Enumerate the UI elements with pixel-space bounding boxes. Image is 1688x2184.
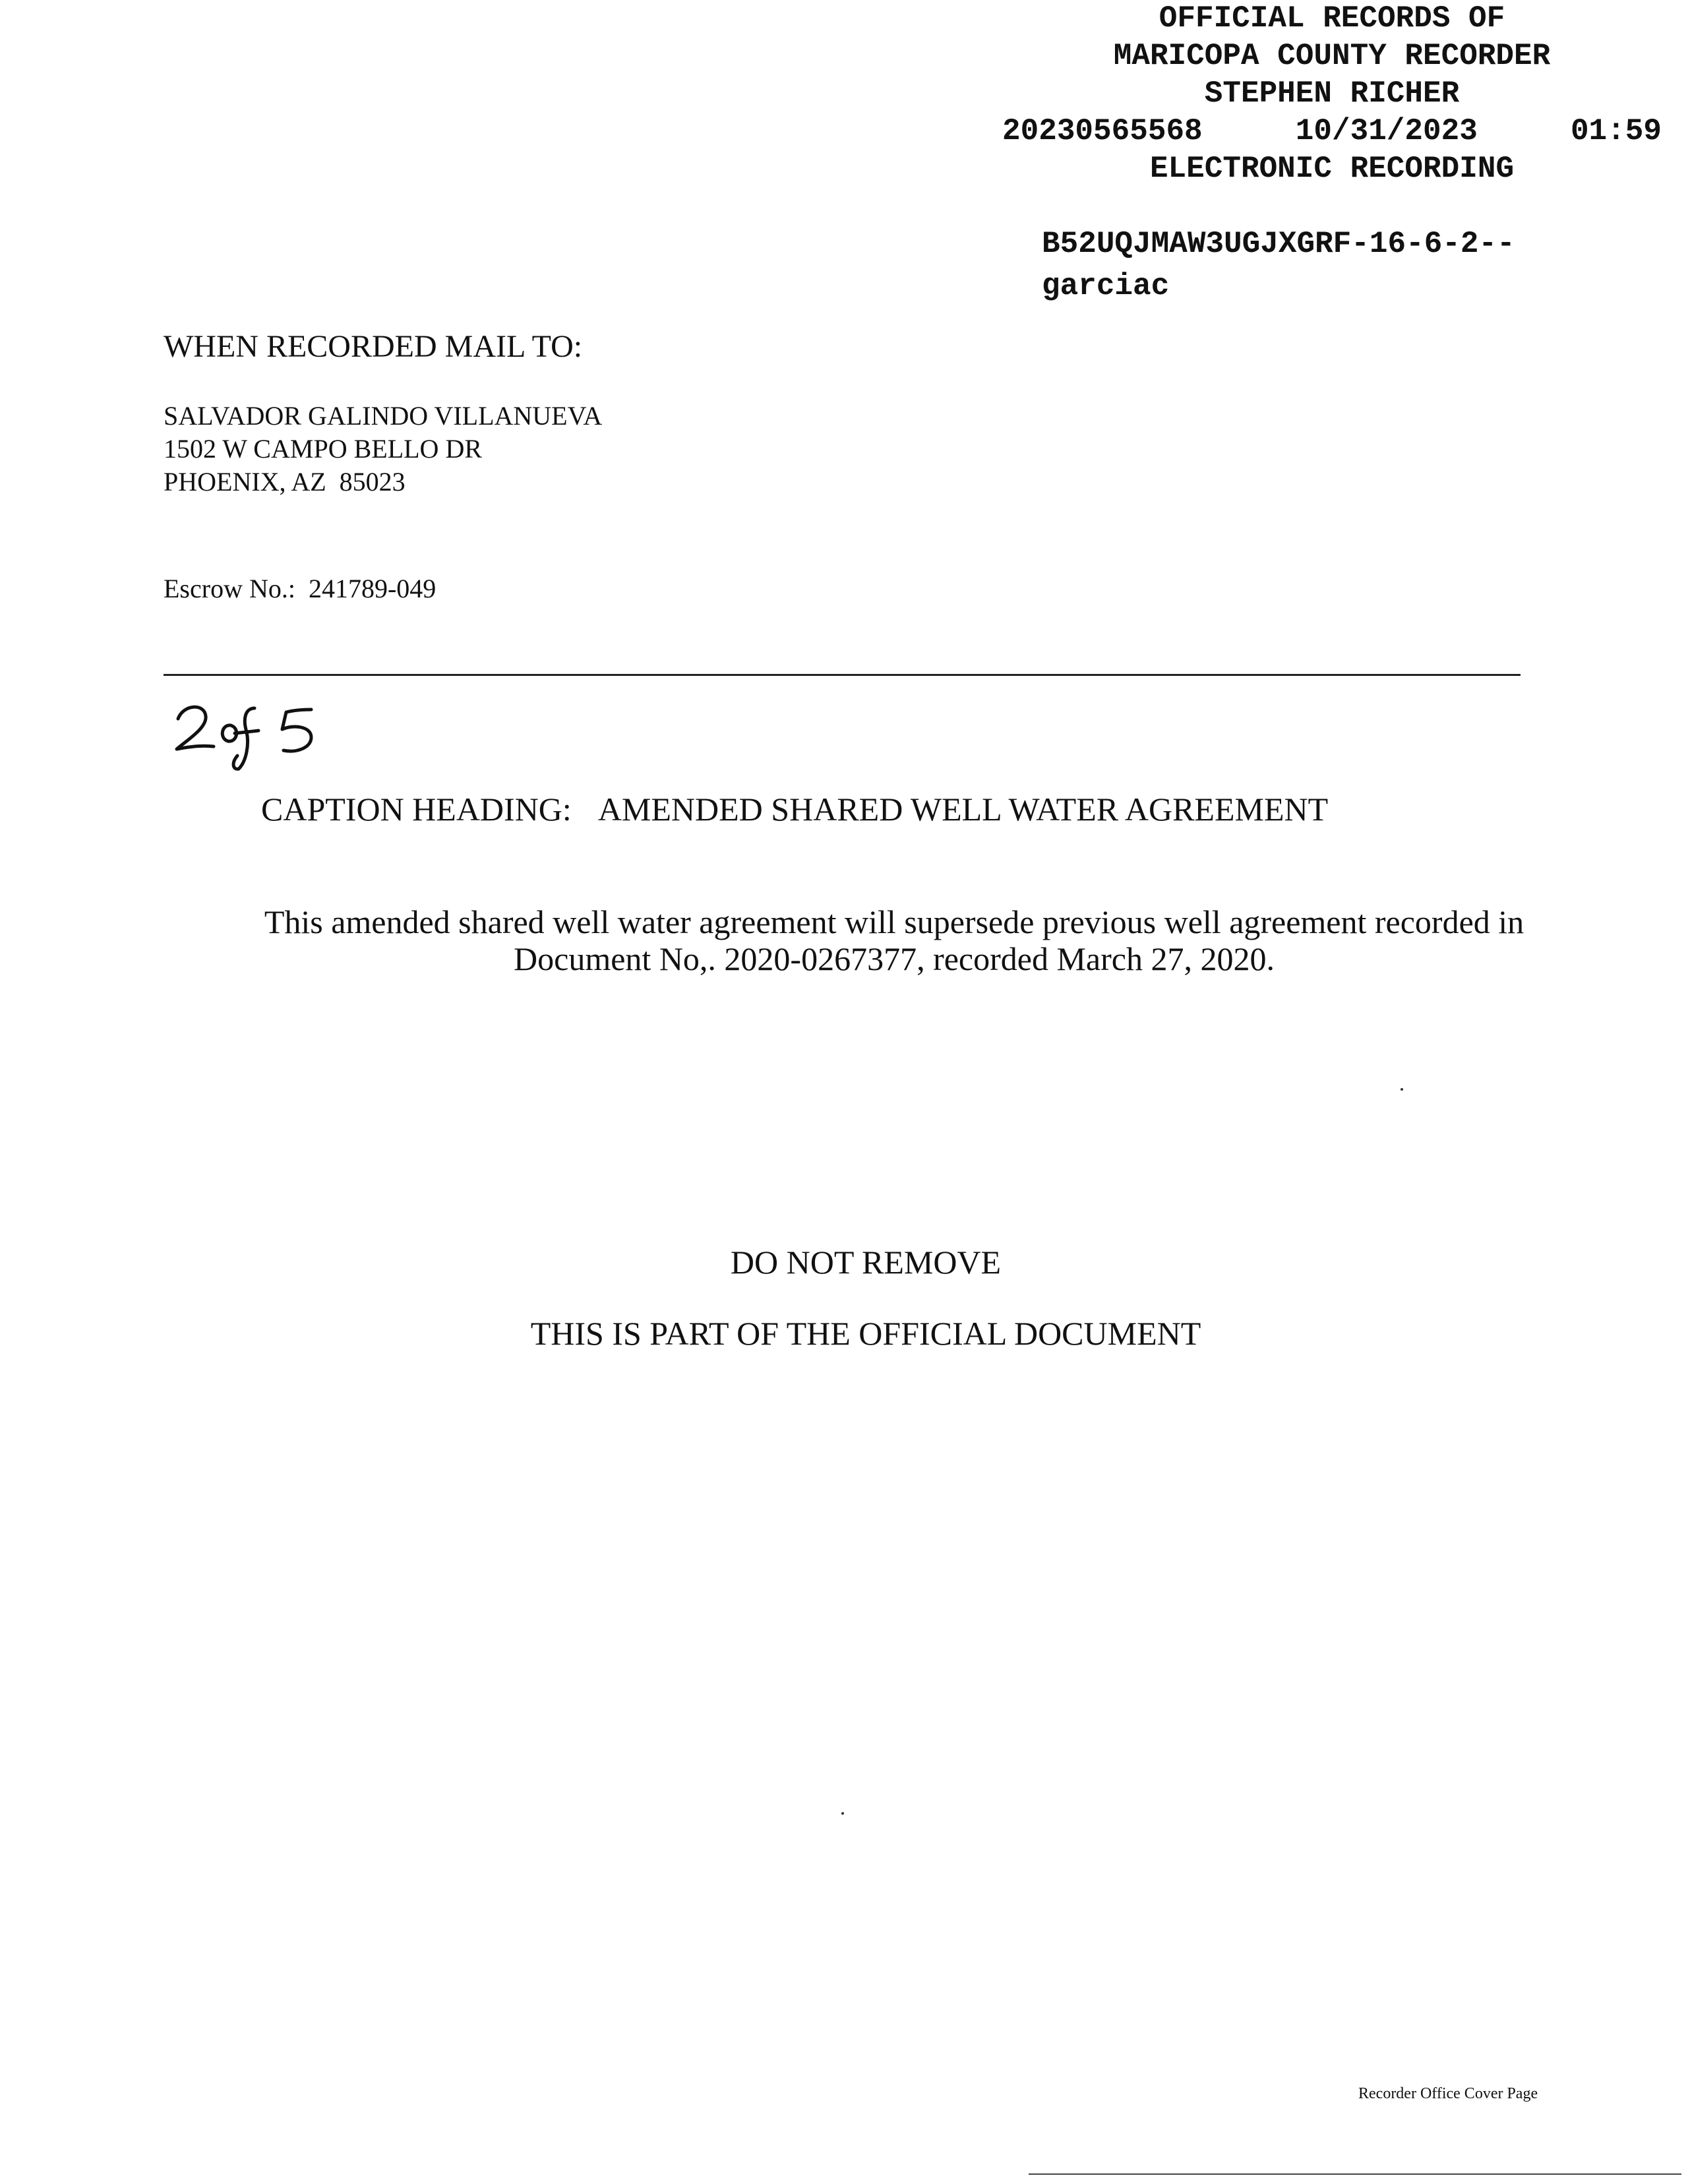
operator-id: garciac (1042, 269, 1170, 303)
recording-number: 20230565568 (1002, 114, 1203, 148)
bottom-edge-line (1029, 2173, 1681, 2175)
recipient-city-state-zip: PHOENIX, AZ 85023 (164, 467, 406, 497)
stamp-batch-block (1042, 223, 1515, 307)
handwritten-page-note (170, 692, 342, 778)
caption-title: AMENDED SHARED WELL WATER AGREEMENT (597, 791, 1329, 828)
mail-to-address (164, 400, 602, 499)
caption-heading (261, 789, 1328, 830)
recording-date: 10/31/2023 (1295, 114, 1478, 148)
batch-id: B52UQJMAW3UGJXGRF-16-6-2-- (1042, 227, 1515, 261)
scan-speck (1401, 1088, 1403, 1091)
cover-page-footer: Recorder Office Cover Page (1358, 2085, 1538, 2102)
mail-to-heading: WHEN RECORDED MAIL TO: (164, 329, 583, 364)
stamp-line-county-recorder: MARICOPA COUNTY RECORDER (1113, 39, 1551, 73)
statement-line-1: This amended shared well water agreement will supersede previous well agreement recorded in (264, 903, 1524, 940)
recorder-stamp (1002, 0, 1662, 188)
stamp-recording-row (1002, 113, 1662, 150)
section-divider (164, 674, 1521, 676)
agreement-statement (261, 903, 1527, 977)
do-not-remove-notice: DO NOT REMOVE (730, 1244, 1002, 1281)
recipient-name: SALVADOR GALINDO VILLANUEVA (164, 401, 603, 431)
recipient-street: 1502 W CAMPO BELLO DR (164, 434, 483, 464)
escrow-number: 241789-049 (308, 574, 437, 603)
stamp-line-electronic-recording: ELECTRONIC RECORDING (1149, 152, 1515, 186)
stamp-line-recorder-name: STEPHEN RICHER (1204, 76, 1460, 111)
caption-label: CAPTION HEADING: (261, 791, 572, 828)
recording-time: 01:59 (1570, 114, 1662, 148)
scan-speck (841, 1812, 844, 1815)
escrow-label: Escrow No.: (164, 574, 295, 603)
stamp-line-official-records: OFFICIAL RECORDS OF (1159, 1, 1505, 36)
escrow-line (164, 572, 436, 605)
handwritten-note-drawing (170, 692, 342, 778)
official-document-notice: THIS IS PART OF THE OFFICIAL DOCUMENT (530, 1315, 1201, 1352)
statement-line-2: Document No,. 2020-0267377, recorded March 27, 2020. (514, 940, 1275, 977)
